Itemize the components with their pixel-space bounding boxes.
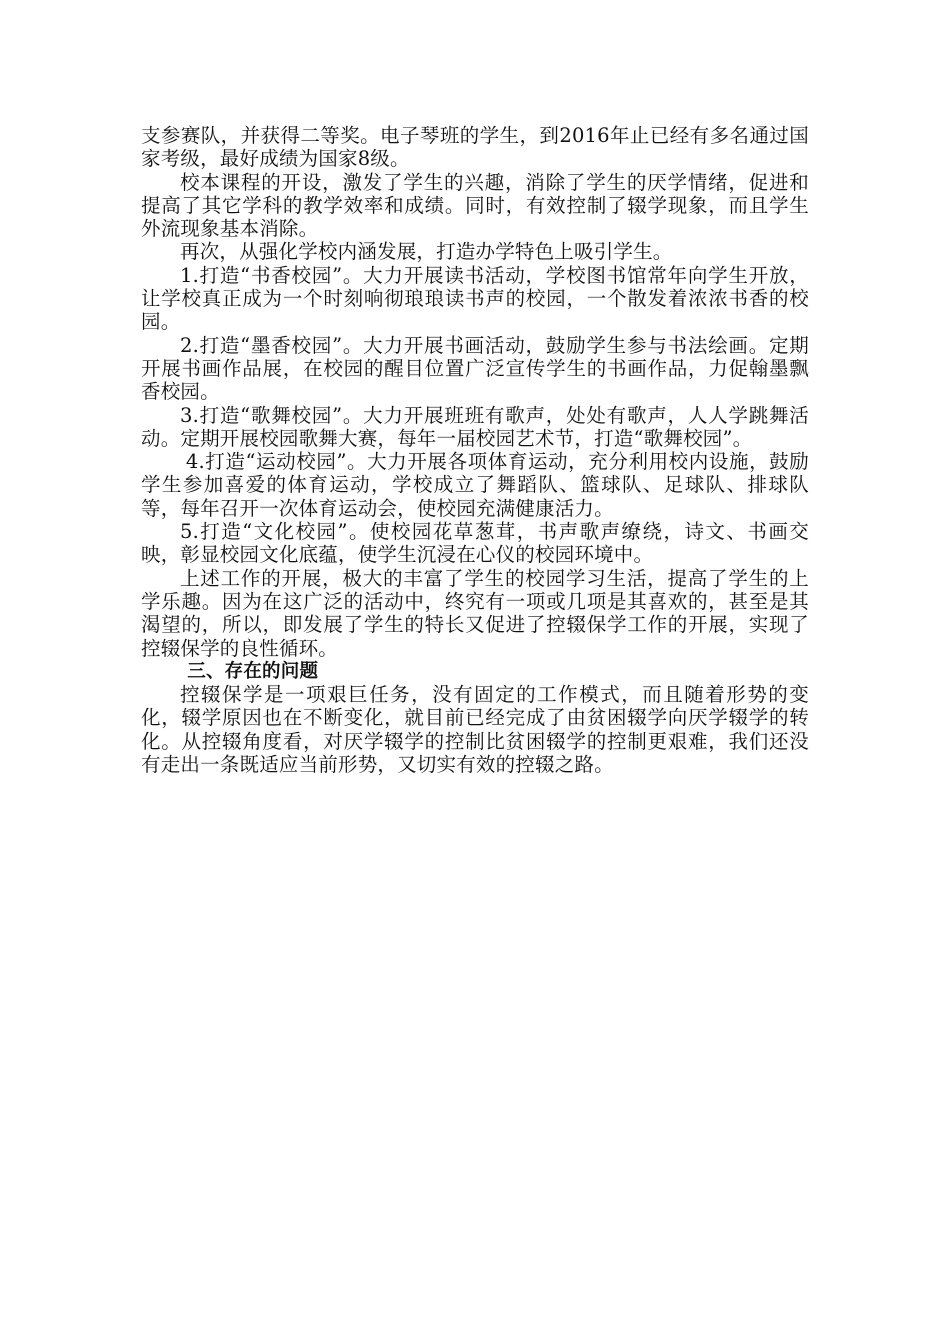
section-heading: 三、存在的问题 [187, 660, 319, 682]
paragraph-item-1: 1.打造“书香校园”。大力开展读书活动，学校图书馆常年向学生开放，让学校真正成为一个时刻响彻琅琅读书声的校园，一个散发着浓浓书香的校园。 [141, 263, 809, 334]
paragraph-summary: 上述工作的开展，极大的丰富了学生的校园学习生活，提高了学生的上学乐趣。因为在这广泛的活动中，终究有一项或几项是其喜欢的，甚至是其渴望的，所以，即发展了学生的特长又促进了控辍保学工作的开展，实现了控辍保学的良性循环。 [141, 566, 809, 660]
paragraph-item-5: 5.打造“文化校园”。使校园花草葱茸，书声歌声缭绕，诗文、书画交映，彰显校园文化底蕴，使学生沉浸在心仪的校园环境中。 [141, 520, 809, 567]
paragraph-continuation: 支参赛队，并获得二等奖。电子琴班的学生，到2016年止已经有多名通过国家考级，最好成绩为国家8级。 [141, 124, 809, 171]
paragraph-problems: 控辍保学是一项艰巨任务，没有固定的工作模式，而且随着形势的变化，辍学原因也在不断变化，就目前已经完成了由贫困辍学向厌学辍学的转化。从控辍角度看，对厌学辍学的控制比贫困辍学的控制更艰难，我们还没有走出一条既适应当前形势，又切实有效的控辍之路。 [141, 683, 809, 777]
paragraph-item-4: 4.打造“运动校园”。大力开展各项体育运动，充分利用校内设施，鼓励学生参加喜爱的体育运动，学校成立了舞蹈队、篮球队、足球队、排球队等，每年召开一次体育运动会，使校园充满健康活力。 [141, 450, 809, 520]
paragraph-school-curriculum: 校本课程的开设，激发了学生的兴趣，消除了学生的厌学情绪，促进和提高了其它学科的教学效率和成绩。同时，有效控制了辍学现象，而且学生外流现象基本消除。 [141, 170, 809, 241]
paragraph-item-2: 2.打造“墨香校园”。大力开展书画活动，鼓励学生参与书法绘画。定期开展书画作品展，在校园的醒目位置广泛宣传学生的书画作品，力促翰墨飘香校园。 [141, 333, 809, 404]
paragraph-connotation: 再次，从强化学校内涵发展，打造办学特色上吸引学生。 [180, 240, 673, 264]
paragraph-item-3: 3.打造“歌舞校园”。大力开展班班有歌声，处处有歌声，人人学跳舞活动。定期开展校园歌舞大赛，每年一届校园艺术节，打造“歌舞校园”。 [141, 403, 809, 450]
document-body [141, 124, 809, 776]
